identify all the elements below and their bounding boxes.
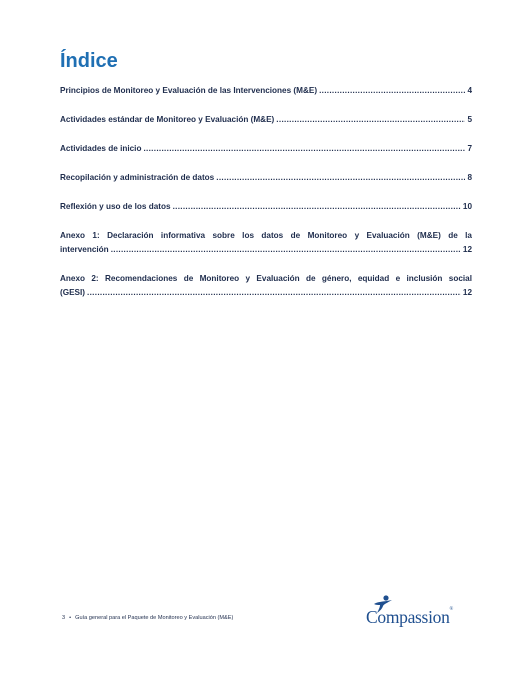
logo-trademark: ® <box>449 607 454 612</box>
page-title: Índice <box>60 50 118 72</box>
toc-entry-7[interactable]: Anexo 2: Recomendaciones de Monitoreo y Evaluación de género, equidad e inclusión social (GESI) ..... 12 <box>60 272 472 300</box>
page-number: 3 <box>62 615 66 621</box>
page-footer <box>62 615 233 621</box>
compassion-logo <box>366 594 466 628</box>
footer-title: Guía general para el Paquete de Monitoreo y Evaluación (M&E) <box>75 615 234 621</box>
toc-entry-2[interactable]: Actividades estándar de Monitoreo y Evaluación (M&E) ..... 5 <box>60 113 472 127</box>
logo-wordmark: Compassion <box>366 607 450 627</box>
toc-entry-6[interactable]: Anexo 1: Declaración informativa sobre los datos de Monitoreo y Evaluación (M&E) de la intervención ..... 12 <box>60 229 472 257</box>
toc-entry-4[interactable]: Recopilación y administración de datos ..... 8 <box>60 171 472 185</box>
toc-entry-3[interactable]: Actividades de inicio ..... 7 <box>60 142 472 156</box>
toc-entry-5[interactable]: Reflexión y uso de los datos ..... 10 <box>60 200 472 214</box>
toc-entry-1[interactable]: Principios de Monitoreo y Evaluación de las Intervenciones (M&E) ..... 4 <box>60 84 472 98</box>
footer-bullet: • <box>69 615 72 621</box>
